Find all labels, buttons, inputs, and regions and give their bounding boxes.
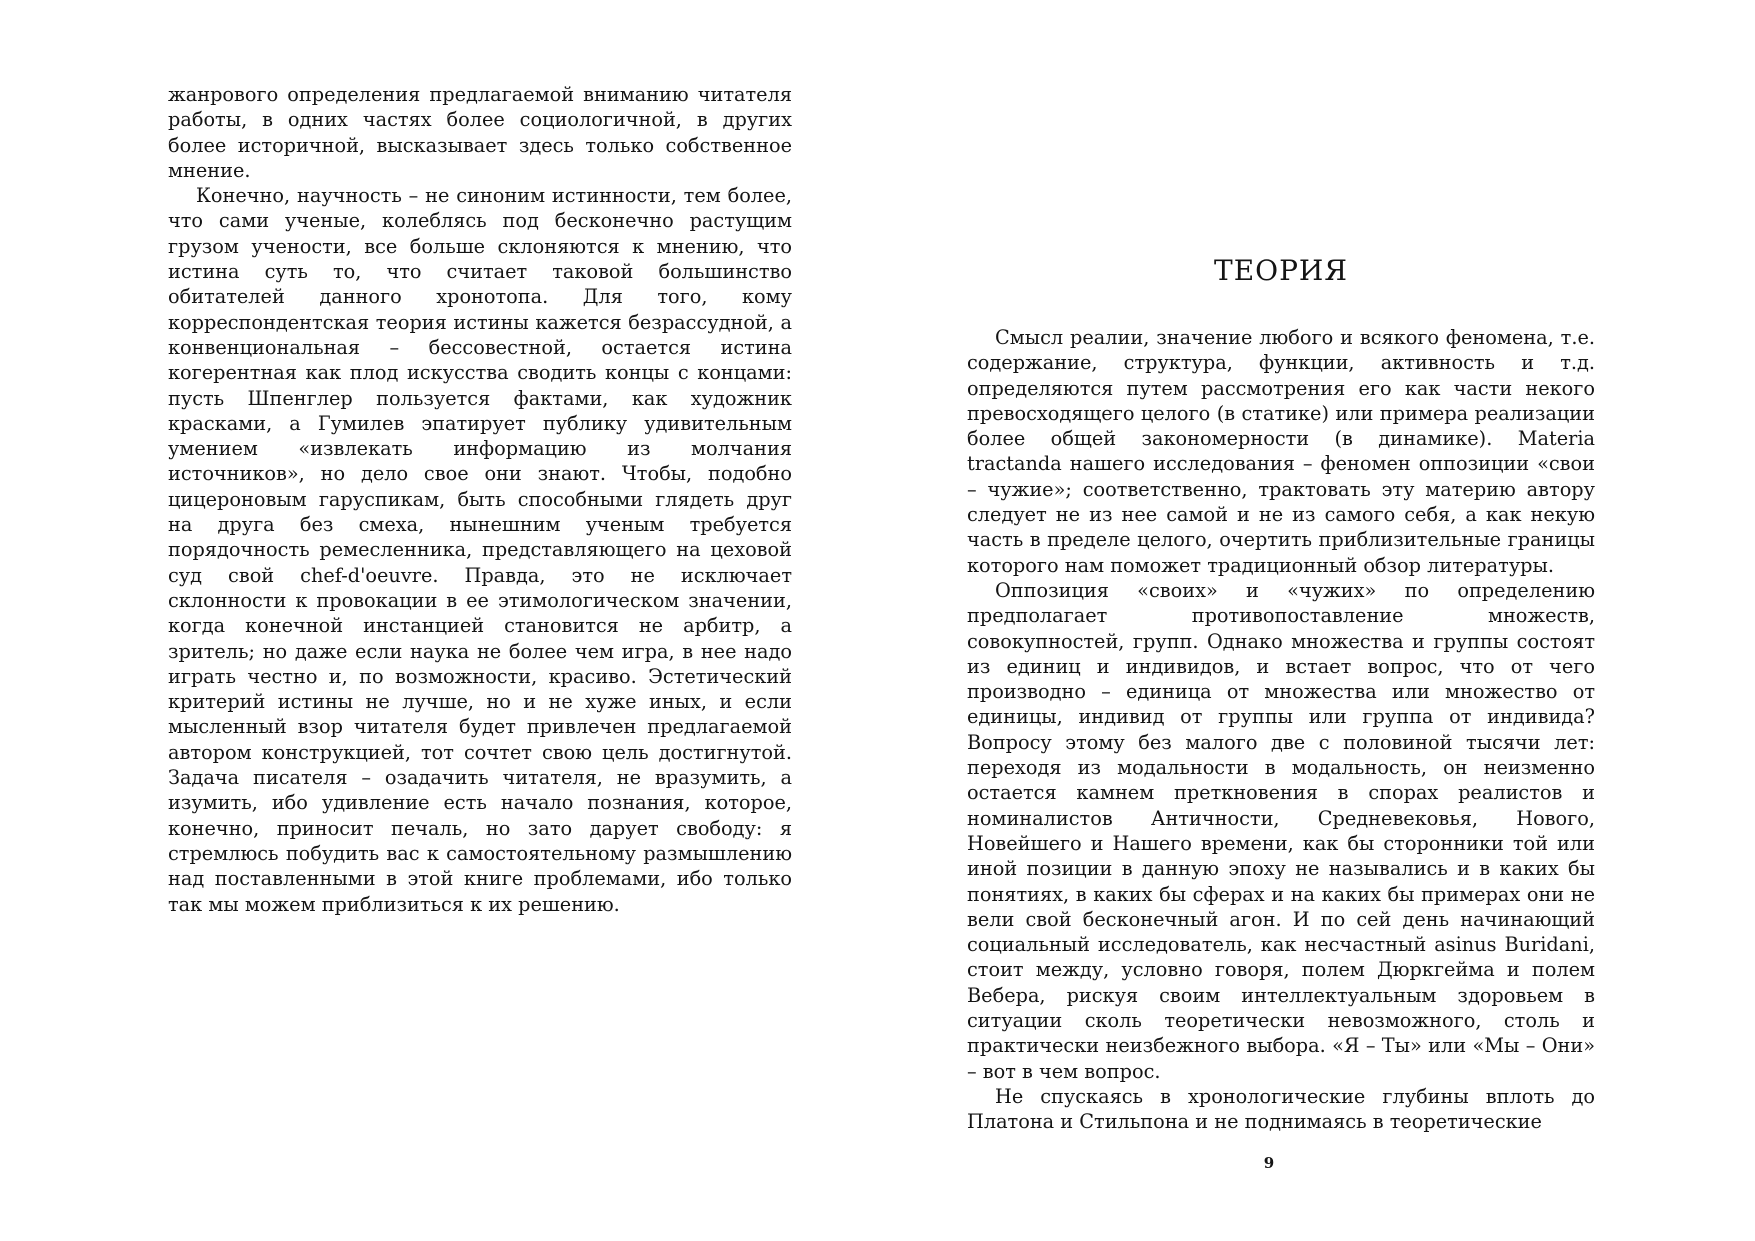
left-page-text	[168, 82, 792, 917]
paragraph: Оппозиция «своих» и «чужих» по определению предполагает противопоставление множеств, совокупностей, групп. Однако множества и группы состоят из единиц и индивидов, и встает вопрос, что от чего производно – единица от множества или множество от единицы, индивид от группы или группа от индивида? Вопросу этому без малого две с половиной тысячи лет: переходя из модальности в модальность, он неизменно остается камнем преткновения в спорах реалистов и номиналистов Античности, Средневековья, Нового, Новейшего и Нашего времени, как бы сторонники той или иной позиции в данную эпоху не назывались и в каких бы понятиях, в каких бы сферах и на каких бы примерах они не вели свой бесконечный агон. И по сей день начинающий социальный исследователь, как несчастный asinus Buridani, стоит между, условно говоря, полем Дюркгейма и полем Вебера, рискуя своим интеллектуальным здоровьем в ситуации сколь теоретически невозможного, столь и практически неизбежного выбора. «Я – Ты» или «Мы – Они» – вот в чем вопрос.	[967, 578, 1595, 1083]
paragraph: Не спускаясь в хронологические глубины вплоть до Платона и Стильпона и не поднимаясь в теоретические	[967, 1084, 1595, 1134]
paragraph: жанрового определения предлагаемой вниманию читателя работы, в одних частях более социологичной, в других более историчной, высказывает здесь только собственное мнение.	[168, 83, 792, 182]
page-number: 9	[1263, 1154, 1275, 1172]
right-page	[877, 0, 1755, 1241]
left-page	[0, 0, 877, 1241]
paragraph: Смысл реалии, значение любого и всякого феномена, т.е. содержание, структура, функции, активность и т.д. определяются путем рассмотрения его как части некого превосходящего целого (в статике) или примера реализации более общей закономерности (в динамике). Materia tractanda нашего исследования – феномен оппозиции «свои – чужие»; соответственно, трактовать эту материю автору следует не из нее самой и не из самого себя, а как некую часть в пределе целого, очертить приблизительные границы которого нам поможет традиционный обзор литературы.	[967, 326, 1595, 577]
right-page-text	[967, 325, 1595, 1135]
paragraph: Конечно, научность – не синоним истинности, тем более, что сами ученые, колеблясь под бесконечно растущим грузом учености, все больше склоняются к мнению, что истина суть то, что считает таковой большинство обитателей данного хронотопа. Для того, кому корреспондентская теория истины кажется безрассудной, а конвенциональная – бессовестной, остается истина когерентная как плод искусства сводить концы с концами: пусть Шпенглер пользуется фактами, как художник красками, а Гумилев эпатирует публику удивительным умением «извлекать информацию из молчания источников», но дело свое они знают. Чтобы, подобно цицероновым гаруспикам, быть способными глядеть друг на друга без смеха, нынешним ученым требуется порядочность ремесленника, представляющего на цеховой суд свой chef-d'oeuvre. Правда, это не исключает склонности к провокации в ее этимологическом значении, когда конечной инстанцией становится не арбитр, а зритель; но даже если наука не более чем игра, в нее надо играть честно и, по возможности, красиво. Эстетический критерий истины не лучше, но и не хуже иных, и если мысленный взор читателя будет привлечен предлагаемой автором конструкцией, тот сочтет свою цель достигнутой. Задача писателя – озадачить читателя, не вразумить, а изумить, ибо удивление есть начало познания, которое, конечно, приносит печаль, но зато дарует свободу: я стремлюсь побудить вас к самостоятельному размышлению над поставленными в этой книге проблемами, ибо только так мы можем приблизиться к их решению.	[168, 184, 792, 916]
chapter-title: ТЕОРИЯ	[1214, 254, 1348, 287]
